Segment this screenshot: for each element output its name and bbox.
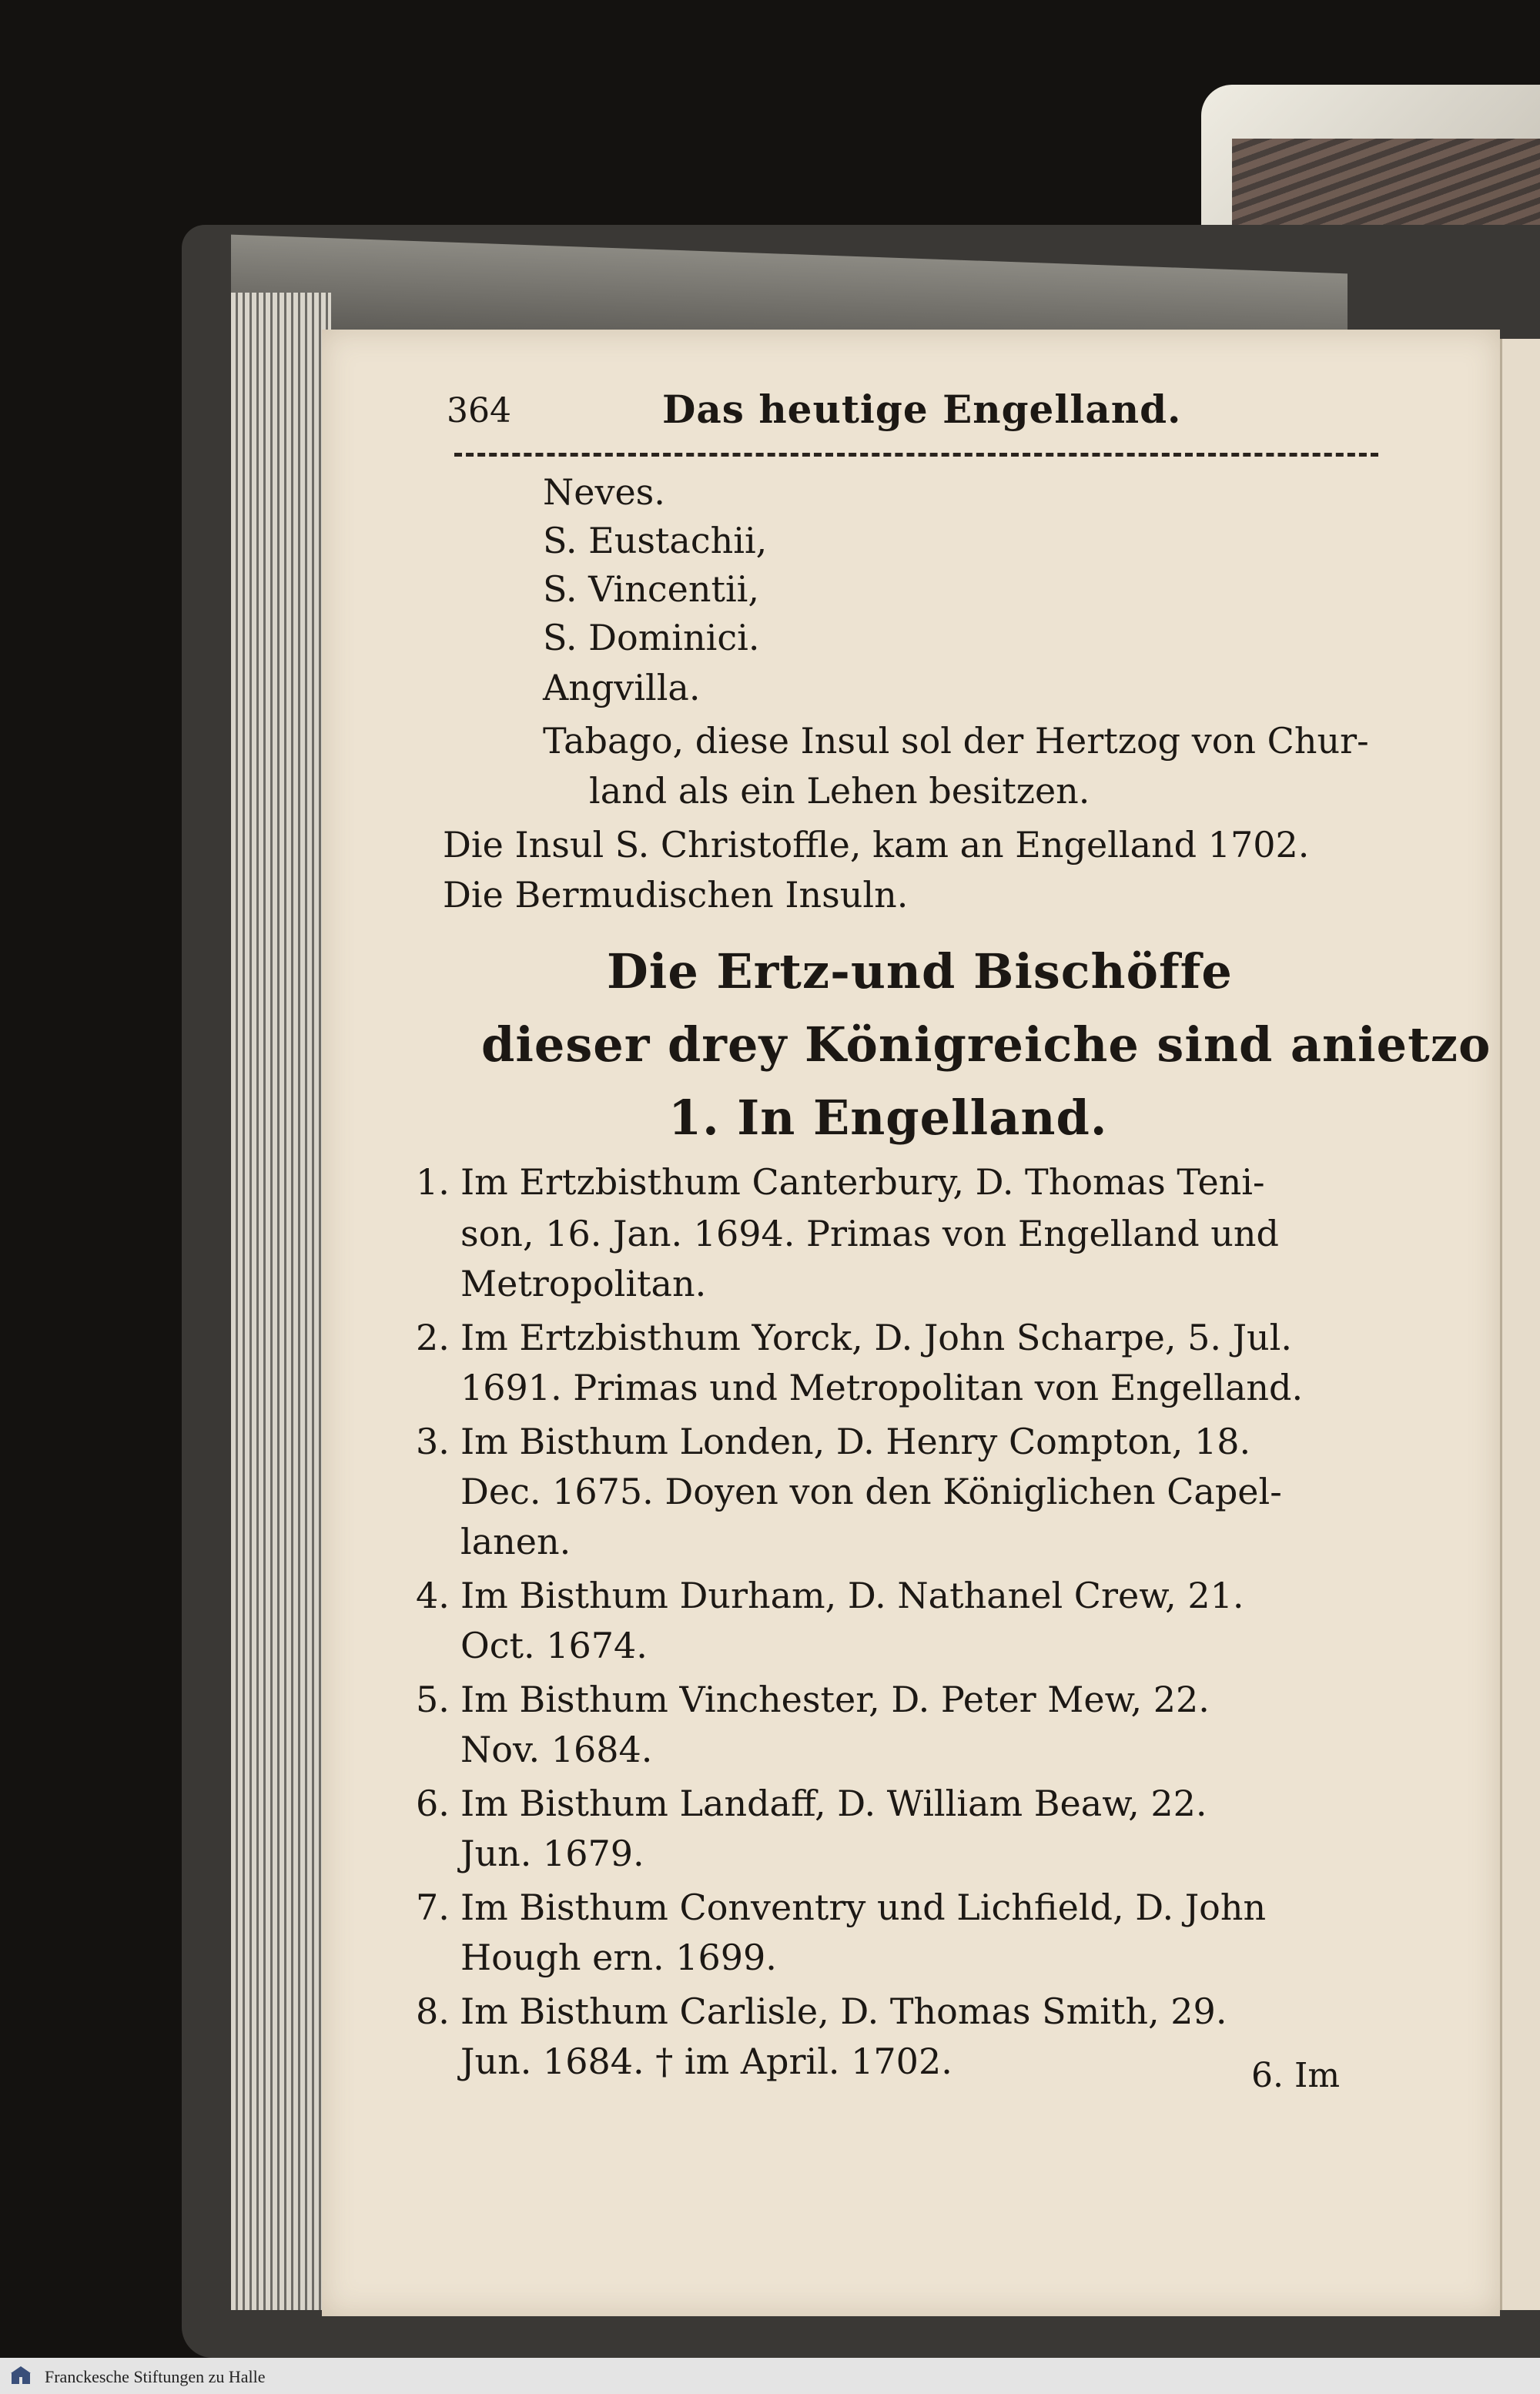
entry-number: 1. — [416, 1161, 450, 1203]
section-heading: dieser drey Königreiche sind anietzo — [481, 1016, 1491, 1073]
list-item: Tabago, diese Insul sol der Hertzog von Chur- — [543, 720, 1369, 762]
entry-8-line: 8. Im Bisthum Carlisle, D. Thomas Smith, 29. — [416, 1991, 1227, 2032]
entry-7-line: Hough ern. 1699. — [460, 1937, 777, 1978]
page-title: Das heutige Engelland. — [662, 387, 1182, 432]
page-stack-edge — [231, 293, 331, 2310]
list-item: S. Dominici. — [543, 617, 760, 658]
list-item: Die Insul S. Christoffle, kam an Engelland 1702. — [443, 824, 1310, 866]
entry-4-line: 4. Im Bisthum Durham, D. Nathanel Crew, 21. — [416, 1575, 1244, 1616]
entry-number: 4. — [416, 1575, 450, 1616]
entry-2-line: 2. Im Ertzbisthum Yorck, D. John Scharpe, 5. Jul. — [416, 1317, 1293, 1358]
entry-4-line: Oct. 1674. — [460, 1625, 648, 1666]
institution-name: Franckesche Stiftungen zu Halle — [45, 2367, 266, 2386]
entry-3-line: Dec. 1675. Doyen von den Königlichen Capel- — [460, 1471, 1282, 1512]
list-item: Neves. — [543, 471, 665, 513]
entry-number: 8. — [416, 1991, 450, 2032]
entry-number: 2. — [416, 1317, 450, 1358]
entry-6-line: 6. Im Bisthum Landaff, D. William Beaw, 22. — [416, 1783, 1207, 1824]
entry-3-line: 3. Im Bisthum Londen, D. Henry Compton, 18. — [416, 1421, 1251, 1462]
entry-1-line: 1. Im Ertzbisthum Canterbury, D. Thomas Teni- — [416, 1161, 1265, 1203]
footer-bar — [0, 2358, 1540, 2394]
entry-number: 6. — [416, 1783, 450, 1824]
entry-1-line: Metropolitan. — [460, 1263, 707, 1304]
entry-2-line: 1691. Primas und Metropolitan von Engelland. — [460, 1367, 1304, 1408]
page-number: 364 — [447, 391, 511, 430]
entry-number: 5. — [416, 1679, 450, 1720]
facing-page-edge — [1500, 339, 1540, 2310]
list-item: land als ein Lehen besitzen. — [589, 770, 1090, 812]
section-subheading: 1. In Engelland. — [668, 1090, 1108, 1146]
header-rule — [454, 453, 1378, 457]
entry-3-line: lanen. — [460, 1521, 571, 1562]
entry-5-line: Nov. 1684. — [460, 1729, 653, 1770]
list-item: S. Eustachii, — [543, 520, 768, 561]
entry-7-line: 7. Im Bisthum Conventry und Lichfield, D. John — [416, 1887, 1267, 1928]
entry-number: 3. — [416, 1421, 450, 1462]
entry-5-line: 5. Im Bisthum Vinchester, D. Peter Mew, 22. — [416, 1679, 1210, 1720]
section-heading: Die Ertz-und Bischöffe — [607, 943, 1233, 999]
list-item: Die Bermudischen Insuln. — [443, 874, 909, 916]
entry-number: 7. — [416, 1887, 450, 1928]
entry-1-line: son, 16. Jan. 1694. Primas von Engelland und — [460, 1213, 1279, 1254]
list-item: Angvilla. — [543, 667, 701, 708]
list-item: S. Vincentii, — [543, 568, 760, 610]
entry-8-line: Jun. 1684. † im April. 1702. — [460, 2041, 952, 2082]
catchword: 6. Im — [1251, 2056, 1341, 2095]
institution-logo-icon — [9, 2366, 32, 2386]
running-head — [447, 387, 1371, 448]
entry-6-line: Jun. 1679. — [460, 1833, 644, 1874]
